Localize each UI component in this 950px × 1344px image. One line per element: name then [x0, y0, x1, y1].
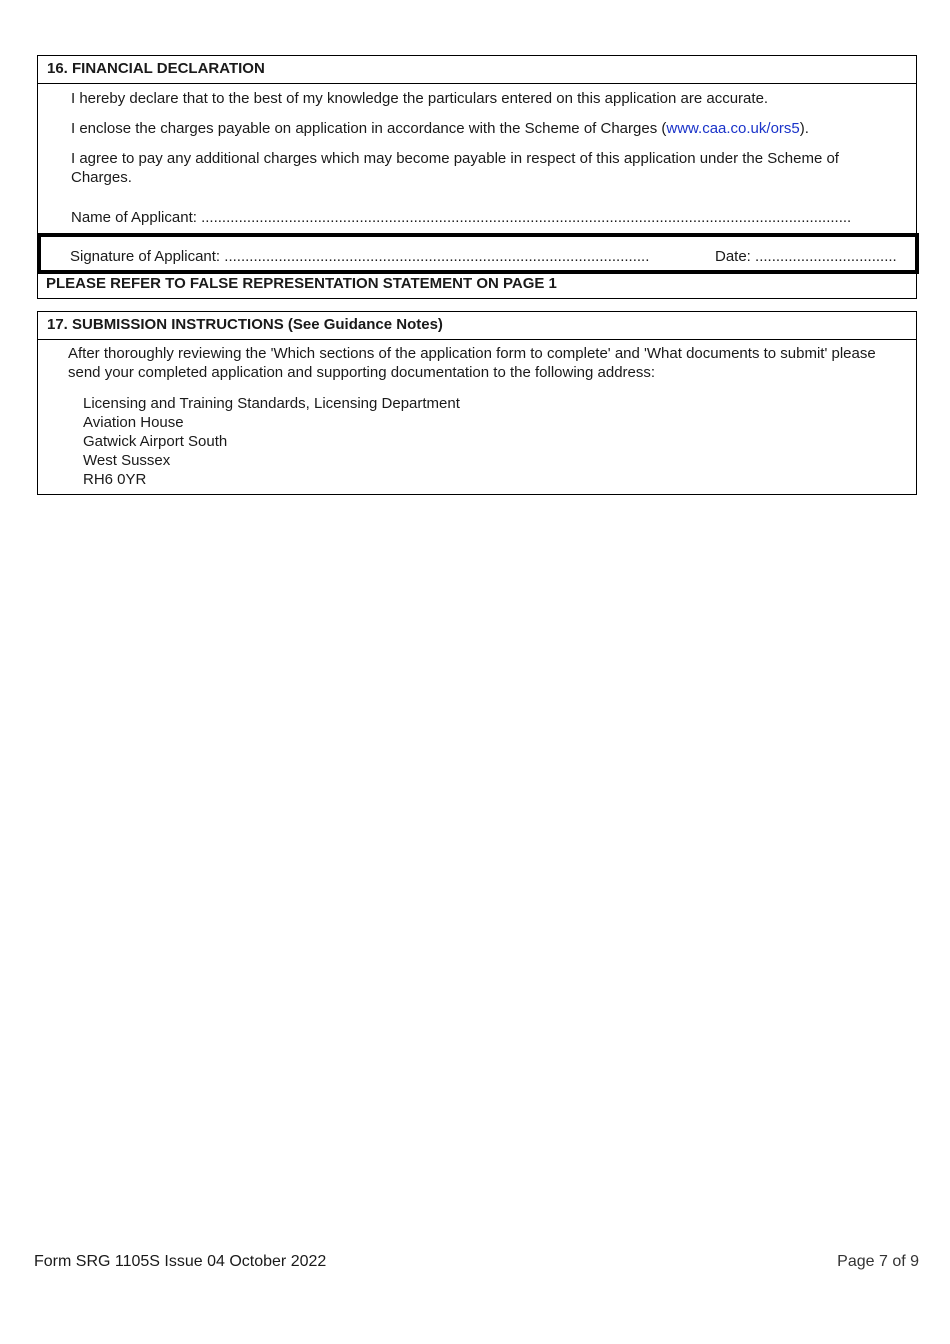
address-line: RH6 0YR — [83, 471, 147, 488]
false-representation-notice: PLEASE REFER TO FALSE REPRESENTATION STATEMENT ON PAGE 1 — [46, 275, 557, 292]
date-field[interactable]: .................................. — [755, 248, 897, 265]
section-16-title: 16. FINANCIAL DECLARATION — [47, 60, 265, 77]
address-line: Licensing and Training Standards, Licensing Department — [83, 395, 460, 412]
name-field[interactable]: ............................................................................................................................................................ — [201, 209, 852, 226]
section-17-title: 17. SUBMISSION INSTRUCTIONS (See Guidance Notes) — [47, 316, 443, 333]
divider — [38, 83, 916, 84]
address-line: West Sussex — [83, 452, 171, 469]
submission-intro: After thoroughly reviewing the 'Which sections of the application form to complete' and 'What documents to submit' please send your completed application and supporting documentation to the following address: — [68, 345, 876, 381]
page-number: Page 7 of 9 — [837, 1253, 919, 1270]
name-of-applicant-line — [71, 208, 851, 227]
form-reference: Form SRG 1105S Issue 04 October 2022 — [34, 1253, 327, 1270]
agree-text: I agree to pay any additional charges which may become payable in respect of this application under the Scheme of Charges. — [71, 150, 839, 186]
submission-instructions-section — [37, 311, 917, 495]
signature-field[interactable]: ...................................................................................................... — [224, 248, 650, 265]
address-line: Aviation House — [83, 414, 184, 431]
date-label: Date: — [715, 248, 751, 265]
signature-line — [70, 247, 649, 266]
enclose-pre: I enclose the charges payable on application in accordance with the Scheme of Charges ( — [71, 120, 667, 137]
address-line: Gatwick Airport South — [83, 433, 228, 450]
scheme-of-charges-link[interactable]: www.caa.co.uk/ors5 — [666, 120, 800, 137]
signature-label: Signature of Applicant: — [70, 248, 221, 265]
declare-text: I hereby declare that to the best of my knowledge the particulars entered on this application are accurate. — [71, 90, 769, 107]
divider — [38, 339, 916, 340]
address-block — [83, 394, 460, 489]
name-label: Name of Applicant: — [71, 209, 197, 226]
date-line — [715, 247, 897, 266]
enclose-post: ). — [799, 120, 809, 137]
enclose-text — [71, 119, 809, 138]
